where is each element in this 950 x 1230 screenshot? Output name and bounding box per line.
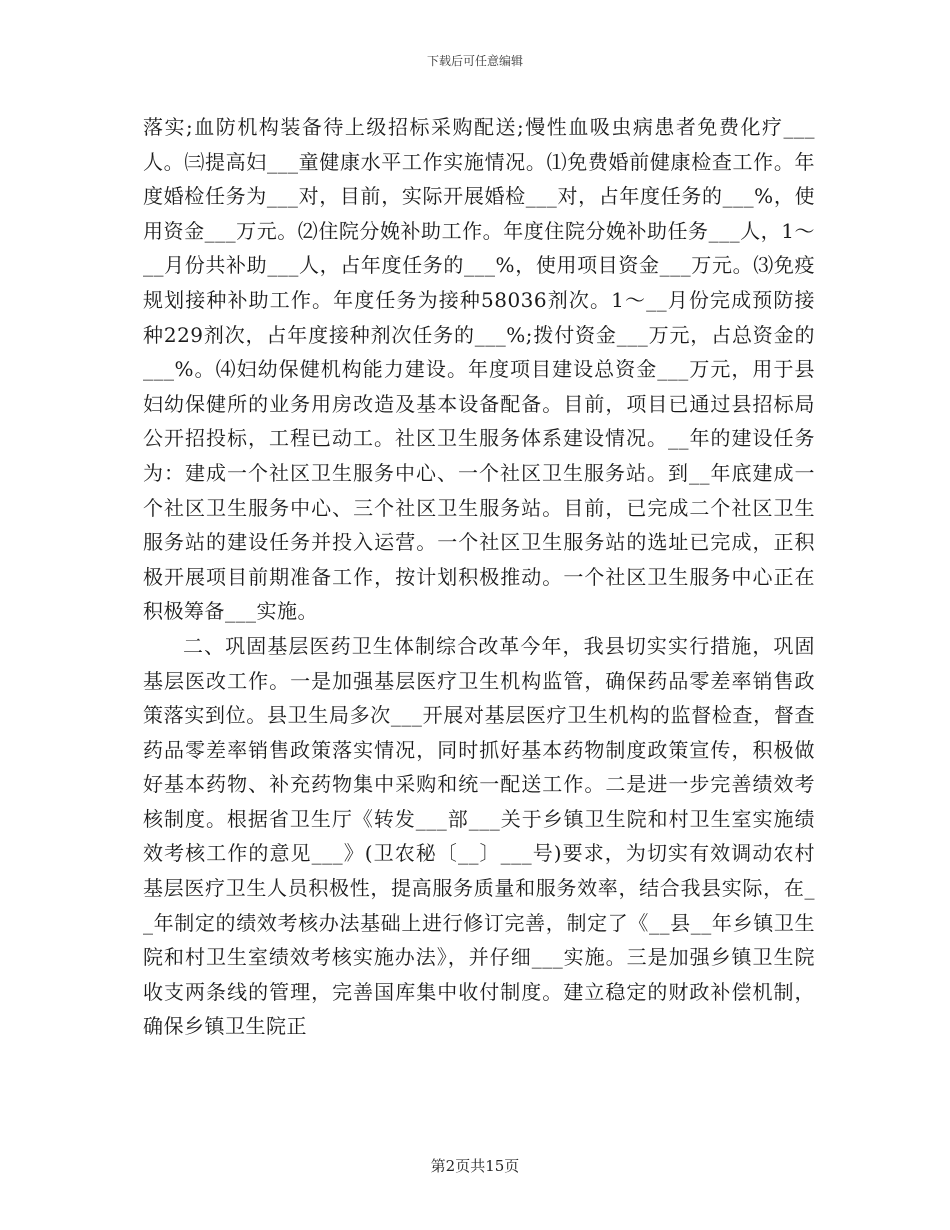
- page-number: 第2页共15页: [430, 1157, 520, 1175]
- page-header-note: 下载后可任意编辑: [426, 54, 523, 68]
- paragraph-continuation: 落实;血防机构装备待上级招标采购配送;慢性血吸虫病患者免费化疗___人。㈢提高妇___童健康水平工作实施情况。⑴免费婚前健康检查工作。年度婚检任务为___对，目前，实际开展婚检___对，占年度任务的___%，使用资金___万元。⑵住院分娩补助工作。年度住院分娩补助任务___人，1～__月份共补助___人，占年度任务的___%，使用项目资金___万元。⑶免疫规划接种补助工作。年度任务为接种58036剂次。1～__月份完成预防接种229剂次，占年度接种剂次任务的___%;拨付资金___万元，占总资金的___%。⑷妇幼保健机构能力建设。年度项目建设总资金___万元，用于县妇幼保健所的业务用房改造及基本设备配备。目前，项目已通过县招标局公开招投标，工程已动工。社区卫生服务体系建设情况。__年的建设任务为：建成一个社区卫生服务中心、一个社区卫生服务站。到__年底建成一个社区卫生服务中心、三个社区卫生服务站。目前，已完成二个社区卫生服务站的建设任务并投入运营。一个社区卫生服务站的选址已完成，正积极开展项目前期准备工作，按计划积极推动。一个社区卫生服务中心正在积极筹备___实施。: [143, 115, 815, 624]
- document-body: [143, 110, 815, 1044]
- paragraph-section-two: 二、巩固基层医药卫生体制综合改革今年，我县切实实行措施，巩固基层医改工作。一是加强基层医疗卫生机构监管，确保药品零差率销售政策落实到位。县卫生局多次___开展对基层医疗卫生机构的监督检查，督查药品零差率销售政策落实情况，同时抓好基本药物制度政策宣传，积极做好基本药物、补充药物集中采购和统一配送工作。二是进一步完善绩效考核制度。根据省卫生厅《转发___部___关于乡镇卫生院和村卫生室实施绩效考核工作的意见___》(卫农秘〔__〕___号)要求，为切实有效调动农村基层医疗卫生人员积极性，提高服务质量和服务效率，结合我县实际，在__年制定的绩效考核办法基础上进行修订完善，制定了《__县__年乡镇卫生院和村卫生室绩效考核实施办法》，并仔细___实施。三是加强乡镇卫生院收支两条线的管理，完善国库集中收付制度。建立稳定的财政补偿机制，确保乡镇卫生院正: [143, 633, 815, 1039]
